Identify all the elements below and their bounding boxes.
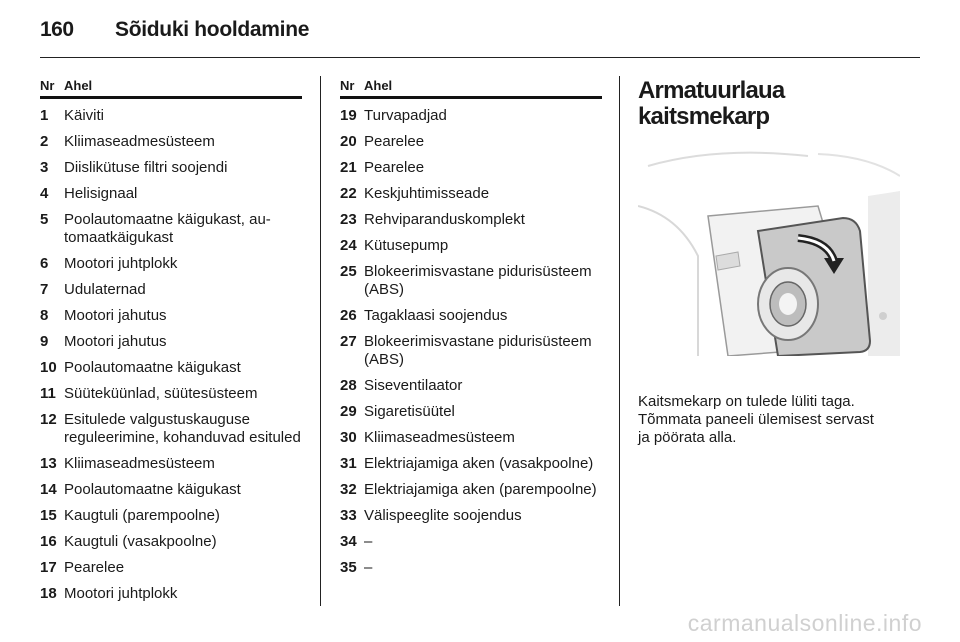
fuse-number: 9 (40, 333, 49, 350)
circuit-name: Tagaklaasi soojendus (364, 307, 508, 324)
fuse-number: 27 (340, 333, 357, 350)
fuse-number: 24 (340, 237, 357, 254)
circuit-name: Kliimaseadmesüsteem (64, 455, 215, 472)
page-number: 160 (40, 18, 74, 41)
watermark: carmanualsonline.info (687, 610, 922, 636)
fuse-number: 15 (40, 507, 57, 524)
table-row (40, 133, 302, 151)
fuse-number: 12 (40, 411, 57, 428)
table-body (340, 107, 602, 577)
fuse-number: 34 (340, 533, 357, 550)
fuse-number: 2 (40, 133, 49, 150)
fuse-number: 10 (40, 359, 57, 376)
fuse-table-right (340, 78, 602, 585)
circuit-name: Mootori juhtplokk (64, 585, 178, 602)
column-header-circuit: Ahel (64, 78, 93, 93)
table-row (40, 585, 302, 603)
circuit-name: Udulaternad (64, 281, 146, 298)
circuit-name: Poolautomaatne käigukast, au-tomaatkäigukast (64, 211, 271, 246)
table-row (340, 533, 602, 551)
table-row (40, 255, 302, 273)
page-title: Sõiduki hooldamine (115, 18, 310, 41)
circuit-name: Pearelee (364, 159, 425, 176)
fuse-number: 6 (40, 255, 49, 272)
fuse-number: 31 (340, 455, 357, 472)
table-row (340, 307, 602, 325)
fuse-number: 33 (340, 507, 357, 524)
fuse-number: 32 (340, 481, 357, 498)
circuit-name: Pearelee (364, 133, 425, 150)
table-row (340, 263, 602, 299)
table-row (340, 333, 602, 369)
caption-line: Kaitsmekarp on tulede lüliti taga. (638, 393, 855, 410)
column-divider (320, 76, 321, 606)
fuse-number: 17 (40, 559, 57, 576)
table-row (40, 281, 302, 299)
table-row (340, 107, 602, 125)
fuse-number: 7 (40, 281, 49, 298)
circuit-name: Keskjuhtimisseade (364, 185, 490, 202)
table-row (340, 185, 602, 203)
fuse-number: 25 (340, 263, 357, 280)
table-row (40, 559, 302, 577)
circuit-name: Süüteküünlad, süütesüsteem (64, 385, 258, 402)
table-row (40, 455, 302, 473)
circuit-name: Sigaretisüütel (364, 403, 455, 420)
fusebox-section (638, 78, 900, 447)
table-row (340, 377, 602, 395)
fuse-number: 13 (40, 455, 57, 472)
circuit-name: Mootori juhtplokk (64, 255, 178, 272)
fuse-number: 22 (340, 185, 357, 202)
circuit-name: Diislikütuse filtri soojendi (64, 159, 228, 176)
circuit-name: Kliimaseadmesüsteem (364, 429, 515, 446)
table-row (340, 507, 602, 525)
fuse-number: 3 (40, 159, 49, 176)
table-row (340, 429, 602, 447)
caption-line: Tõmmata paneeli ülemisest servast (638, 411, 874, 428)
circuit-name: Blokeerimisvastane pidurisüsteem (ABS) (364, 263, 592, 298)
table-row (340, 159, 602, 177)
column-header-nr: Nr (40, 78, 55, 93)
circuit-name: Esitulede valgustuskauguse reguleerimine, kohanduvad esituled (64, 411, 301, 446)
table-row (40, 359, 302, 377)
circuit-name: Elektriajamiga aken (vasakpoolne) (364, 455, 594, 472)
caption-line: ja pöörata alla. (638, 429, 737, 446)
fuse-number: 35 (340, 559, 357, 576)
circuit-name: Mootori jahutus (64, 333, 167, 350)
column-header-circuit: Ahel (364, 78, 393, 93)
table-header (340, 78, 602, 99)
column-divider (619, 76, 620, 606)
circuit-name: Kaugtuli (vasakpoolne) (64, 533, 217, 550)
header-divider (40, 57, 920, 58)
circuit-name: Poolautomaatne käigukast (64, 481, 241, 498)
table-row (340, 211, 602, 229)
fuse-number: 29 (340, 403, 357, 420)
circuit-name: Kliimaseadmesüsteem (64, 133, 215, 150)
table-row (340, 559, 602, 577)
table-row (40, 385, 302, 403)
fuse-number: 1 (40, 107, 49, 124)
fuse-table-left (40, 78, 302, 611)
table-body (40, 107, 302, 603)
fuse-number: 20 (340, 133, 357, 150)
table-row (40, 533, 302, 551)
fuse-number: 23 (340, 211, 357, 228)
table-row (40, 333, 302, 351)
circuit-name: Helisignaal (64, 185, 138, 202)
fuse-number: 11 (40, 385, 56, 402)
fuse-number: 14 (40, 481, 57, 498)
fuse-number: 30 (340, 429, 357, 446)
table-row (40, 481, 302, 499)
fuse-number: 4 (40, 185, 49, 202)
table-header (40, 78, 302, 99)
section-caption (638, 393, 900, 447)
circuit-name: Poolautomaatne käigukast (64, 359, 241, 376)
table-row (340, 481, 602, 499)
table-row (40, 307, 302, 325)
fuse-number: 16 (40, 533, 57, 550)
fuse-number: 18 (40, 585, 57, 602)
fuse-number: 8 (40, 307, 49, 324)
circuit-name: Käiviti (64, 107, 105, 124)
table-row (40, 507, 302, 525)
table-row (340, 403, 602, 421)
fuse-number: 5 (40, 211, 49, 228)
circuit-name: – (364, 559, 373, 576)
circuit-name: Välispeeglite soojendus (364, 507, 522, 524)
fuse-number: 26 (340, 307, 357, 324)
table-row (40, 185, 302, 203)
table-row (340, 133, 602, 151)
table-row (40, 211, 302, 247)
table-row (40, 159, 302, 177)
fuse-number: 28 (340, 377, 357, 394)
circuit-name: Mootori jahutus (64, 307, 167, 324)
circuit-name: Kaugtuli (parempoolne) (64, 507, 220, 524)
page-header (40, 18, 309, 48)
fuse-number: 21 (340, 159, 357, 176)
circuit-name: Blokeerimisvastane pidurisüsteem (ABS) (364, 333, 592, 368)
table-row (40, 107, 302, 125)
circuit-name: Siseventilaator (364, 377, 463, 394)
column-header-nr: Nr (340, 78, 355, 93)
circuit-name: Rehviparanduskomplekt (364, 211, 525, 228)
circuit-name: Pearelee (64, 559, 125, 576)
circuit-name: Turvapadjad (364, 107, 447, 124)
section-title: Armatuurlaua kaitsmekarp (638, 77, 785, 130)
fusebox-illustration (638, 146, 900, 356)
table-row (340, 455, 602, 473)
circuit-name: – (364, 533, 373, 550)
table-row (40, 411, 302, 447)
table-row (340, 237, 602, 255)
circuit-name: Elektriajamiga aken (parempoolne) (364, 481, 597, 498)
fuse-number: 19 (340, 107, 357, 124)
circuit-name: Kütusepump (364, 237, 449, 254)
